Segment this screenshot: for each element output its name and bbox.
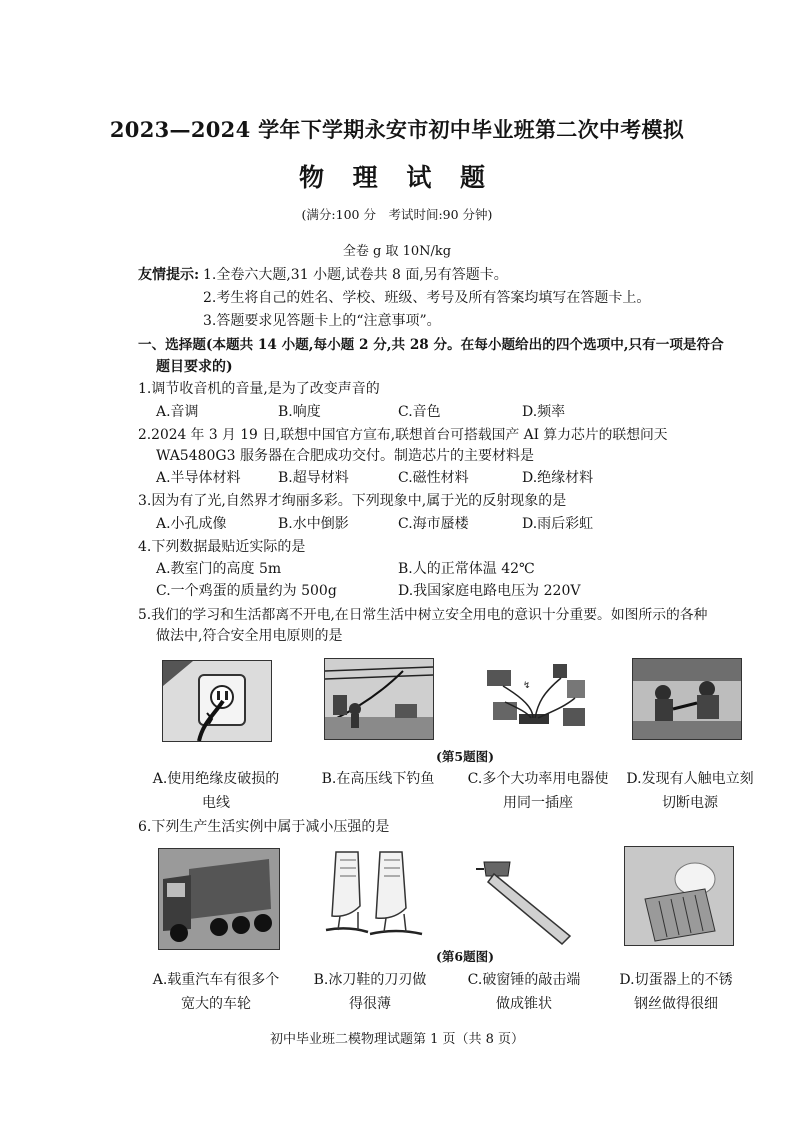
rescue-image-icon	[633, 659, 741, 739]
q6-figure-a-truck	[158, 848, 280, 950]
q5-option-d: D.发现有人触电立刻切断电源	[626, 771, 754, 811]
truck-image-icon	[159, 849, 279, 949]
exam-constant: 全卷 g 取 10N/kg	[342, 244, 452, 259]
q2-option-c: C.磁性材料	[398, 470, 469, 486]
egg-slicer-image-icon	[625, 847, 733, 945]
q1-option-a: A.音调	[156, 404, 199, 420]
q2-option-d: D.绝缘材料	[522, 470, 594, 486]
q6-option-a: A.载重汽车有很多个宽大的车轮	[152, 972, 280, 1012]
notice-label: 友情提示:	[138, 267, 200, 283]
exam-title: 2023—2024 学年下学期永安市初中毕业班第二次中考模拟	[109, 117, 685, 142]
ice-skates-image-icon	[318, 846, 430, 946]
q5-figure-c-overloaded-socket	[483, 658, 591, 738]
hammer-image-icon	[470, 852, 586, 948]
q6-option-d: D.切蛋器上的不锈钢丝做得很细	[619, 972, 733, 1012]
q5-figure-caption: (第5题图)	[436, 749, 495, 764]
q5-option-a: A.使用绝缘皮破损的电线	[152, 771, 280, 811]
fishing-image-icon	[325, 659, 433, 739]
q3-stem: 3.因为有了光,自然界才绚丽多彩。下列现象中,属于光的反射现象的是	[138, 493, 567, 509]
section1-header: 一、选择题(本题共 14 小题,每小题 2 分,共 28 分。在每小题给出的四个选项中,只有一项是符合	[138, 337, 724, 353]
exam-subject: 物 理 试 题	[298, 163, 496, 192]
q2-stem: 2.2024 年 3 月 19 日,联想中国官方宣布,联想首台可搭载国产 AI 算力芯片的联想问天	[138, 427, 668, 443]
q4-stem: 4.下列数据最贴近实际的是	[138, 539, 306, 555]
socket-image-icon	[163, 661, 271, 741]
q6-figure-d-egg-slicer	[624, 846, 734, 946]
q2-stem-cont: WA5480G3 服务器在合肥成功交付。制造芯片的主要材料是	[156, 448, 534, 464]
q4-option-d: D.我国家庭电路电压为 220V	[398, 583, 581, 599]
section1-header-cont: 题目要求的)	[156, 359, 233, 375]
q5-option-b: B.在高压线下钓鱼	[321, 771, 435, 787]
q6-figure-caption: (第6题图)	[436, 949, 495, 964]
q3-option-d: D.雨后彩虹	[522, 516, 594, 532]
q2-option-b: B.超导材料	[278, 470, 349, 486]
q3-option-c: C.海市蜃楼	[398, 516, 469, 532]
notice-item-2: 2.考生将自己的姓名、学校、班级、考号及所有答案均填写在答题卡上。	[203, 290, 651, 306]
exam-meta: (满分:100 分 考试时间:90 分钟)	[301, 207, 493, 222]
q5-figure-b-fishing-under-power-line	[324, 658, 434, 740]
q1-option-b: B.响度	[278, 404, 321, 420]
page-footer: 初中毕业班二模物理试题第 1 页（共 8 页）	[269, 1032, 525, 1047]
q5-figure-d-cut-power	[632, 658, 742, 740]
q4-option-c: C.一个鸡蛋的质量约为 500g	[156, 583, 337, 599]
q6-option-c: C.破窗锤的敲击端做成锥状	[467, 972, 581, 1012]
q6-figure-b-ice-skates	[318, 846, 430, 946]
notice-item-3: 3.答题要求见答题卡上的“注意事项”。	[203, 313, 441, 329]
q5-stem-cont: 做法中,符合安全用电原则的是	[156, 628, 343, 644]
q4-option-a: A.教室门的高度 5m	[156, 561, 282, 577]
notice-item-1: 1.全卷六大题,31 小题,试卷共 8 面,另有答题卡。	[203, 267, 508, 283]
q4-option-b: B.人的正常体温 42℃	[398, 561, 535, 577]
q6-stem: 6.下列生产生活实例中属于减小压强的是	[138, 819, 390, 835]
q1-option-c: C.音色	[398, 404, 441, 420]
svg-text:↯: ↯	[523, 681, 531, 691]
q1-stem: 1.调节收音机的音量,是为了改变声音的	[138, 381, 380, 397]
appliances-image-icon	[483, 658, 591, 738]
q2-option-a: A.半导体材料	[156, 470, 241, 486]
q5-stem: 5.我们的学习和生活都离不开电,在日常生活中树立安全用电的意识十分重要。如图所示的各种	[138, 607, 708, 623]
q5-figure-a-damaged-wire	[162, 660, 272, 742]
q3-option-b: B.水中倒影	[278, 516, 349, 532]
q6-option-b: B.冰刀鞋的刀刃做得很薄	[313, 972, 427, 1012]
q6-figure-c-window-hammer	[470, 852, 586, 948]
q3-option-a: A.小孔成像	[156, 516, 227, 532]
q5-option-c: C.多个大功率用电器使用同一插座	[467, 771, 609, 811]
q1-option-d: D.频率	[522, 404, 566, 420]
